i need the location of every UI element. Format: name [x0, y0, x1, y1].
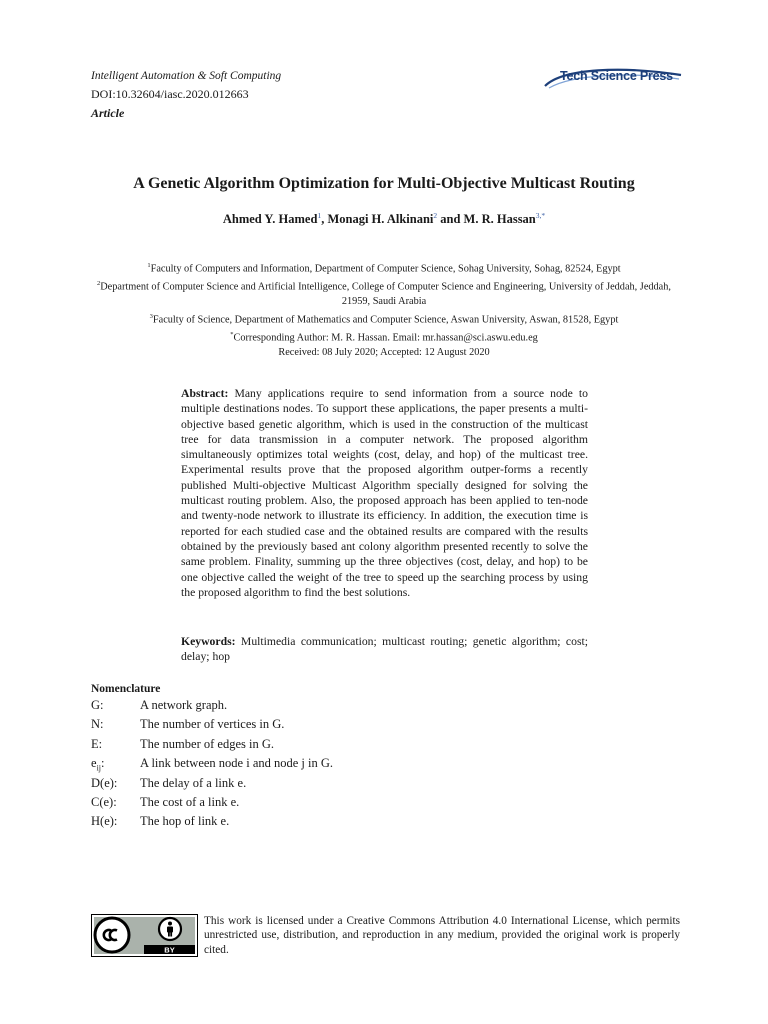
keywords-label: Keywords:	[181, 635, 236, 648]
nomenclature-definition: A link between node i and node j in G.	[140, 756, 334, 771]
nomenclature-symbol: G:	[91, 698, 104, 712]
cc-badge-label: BY	[164, 945, 175, 955]
affiliation-mark: 3	[149, 312, 153, 320]
article-type: Article	[91, 106, 125, 120]
nomenclature-symbol: $e_{ij}$:	[91, 756, 105, 773]
doi: DOI:10.32604/iasc.2020.012663	[91, 87, 249, 101]
affiliation-text: Department of Computer Science and Artificial Intelligence, College of Computer Science and Engineering, University of Jeddah, Jeddah, 21959, Saudi Arabia	[100, 281, 671, 308]
affiliation-mark: *	[230, 330, 234, 338]
author-name: Monagi H. Alkinani	[327, 212, 434, 227]
nomenclature-definition: The hop of link e.	[140, 814, 230, 829]
nomenclature-symbol: D(e):	[91, 775, 118, 790]
author-name: Ahmed Y. Hamed	[222, 212, 318, 227]
author-affiliation-mark[interactable]: 3,*	[535, 211, 546, 220]
publisher-name: Tech Science Press	[560, 69, 673, 83]
author-list	[60, 211, 708, 227]
abstract-text: Many applications require to send information from a source node to multiple destinations nodes. To support these applications, the paper presents a multi-objective based genetic algorithm, which is used in the construction of the multicast tree for data transmission in a computer network. The proposed algorithm simultaneously optimizes total weights (cost, delay, and hop) of the multicast tree. Experimental results prove that the proposed algorithm outper-forms a recently published Multi-objective Multicast Algorithm specially designed for solving the multicast routing problem. Also, the proposed approach has been applied to ten-node and twenty-node network to illustrate its efficiency. In addition, the execution time is reported for each studied case and the obtained results are compared with the results obtained by the previously based ant colony algorithm presented recently to solve the same problem. Finality, summing up the three objectives (cost, delay, and hop) to be one objective called the weight of the tree to speed up the searching process by using the proposed algorithm to find the best solutions.	[181, 387, 588, 599]
affiliation-mark: 2	[97, 280, 101, 288]
nomenclature-definition: The number of edges in G.	[140, 736, 274, 751]
nomenclature-symbol: C(e):	[91, 794, 117, 809]
nomenclature-definition: The cost of a link e.	[140, 794, 240, 809]
nomenclature-symbol: H(e):	[91, 814, 118, 829]
cc-by-license-badge[interactable]	[91, 914, 198, 957]
corresponding-author	[88, 328, 680, 346]
abstract	[181, 386, 588, 600]
author-separator: ,	[321, 212, 328, 227]
author-separator: and	[437, 212, 464, 227]
nomenclature-symbol: E:	[91, 736, 103, 751]
affiliation-line	[88, 277, 680, 310]
journal-name: Intelligent Automation & Soft Computing	[91, 70, 282, 82]
affiliation-text: Faculty of Science, Department of Mathematics and Computer Science, Aswan University, Aswan, 81528, Egypt	[152, 314, 619, 326]
license-text: This work is licensed under a Creative Commons Attribution 4.0 International License, which permits unrestricted use, distribution, and reproduction in any medium, provided the original work is properly cited.	[204, 915, 680, 956]
affiliations	[88, 259, 680, 360]
affiliation-line	[88, 310, 680, 328]
nomenclature-definition: A network graph.	[140, 698, 228, 712]
cc-by-icon	[91, 914, 198, 957]
affiliation-mark: 1	[147, 262, 151, 269]
affiliation-line	[88, 259, 680, 277]
nomenclature-definition: The number of vertices in G.	[140, 717, 285, 732]
keywords	[181, 634, 588, 665]
corresponding-author-text[interactable]: Corresponding Author: M. R. Hassan. Email: mr.hassan@sci.aswu.edu.eg	[233, 332, 538, 344]
author-name: M. R. Hassan	[463, 212, 536, 227]
nomenclature-definition: The delay of a link e.	[140, 775, 247, 790]
author-affiliation-mark[interactable]: 1	[317, 211, 322, 220]
author-affiliation-mark[interactable]: 2	[433, 211, 438, 220]
nomenclature-symbol: N:	[91, 717, 104, 732]
paper-title: A Genetic Algorithm Optimization for Multi-Objective Multicast Routing	[133, 175, 635, 192]
keywords-text: Multimedia communication; multicast routing; genetic algorithm; cost; delay; hop	[181, 635, 588, 664]
abstract-label: Abstract:	[181, 387, 229, 400]
received-dates: Received: 08 July 2020; Accepted: 12 August 2020	[278, 346, 490, 358]
nomenclature-title: Nomenclature	[91, 683, 161, 695]
affiliation-text: Faculty of Computers and Information, Department of Computer Science, Sohag University, Sohag, 82524, Egypt	[150, 263, 621, 275]
publisher-logo[interactable]	[543, 66, 683, 92]
